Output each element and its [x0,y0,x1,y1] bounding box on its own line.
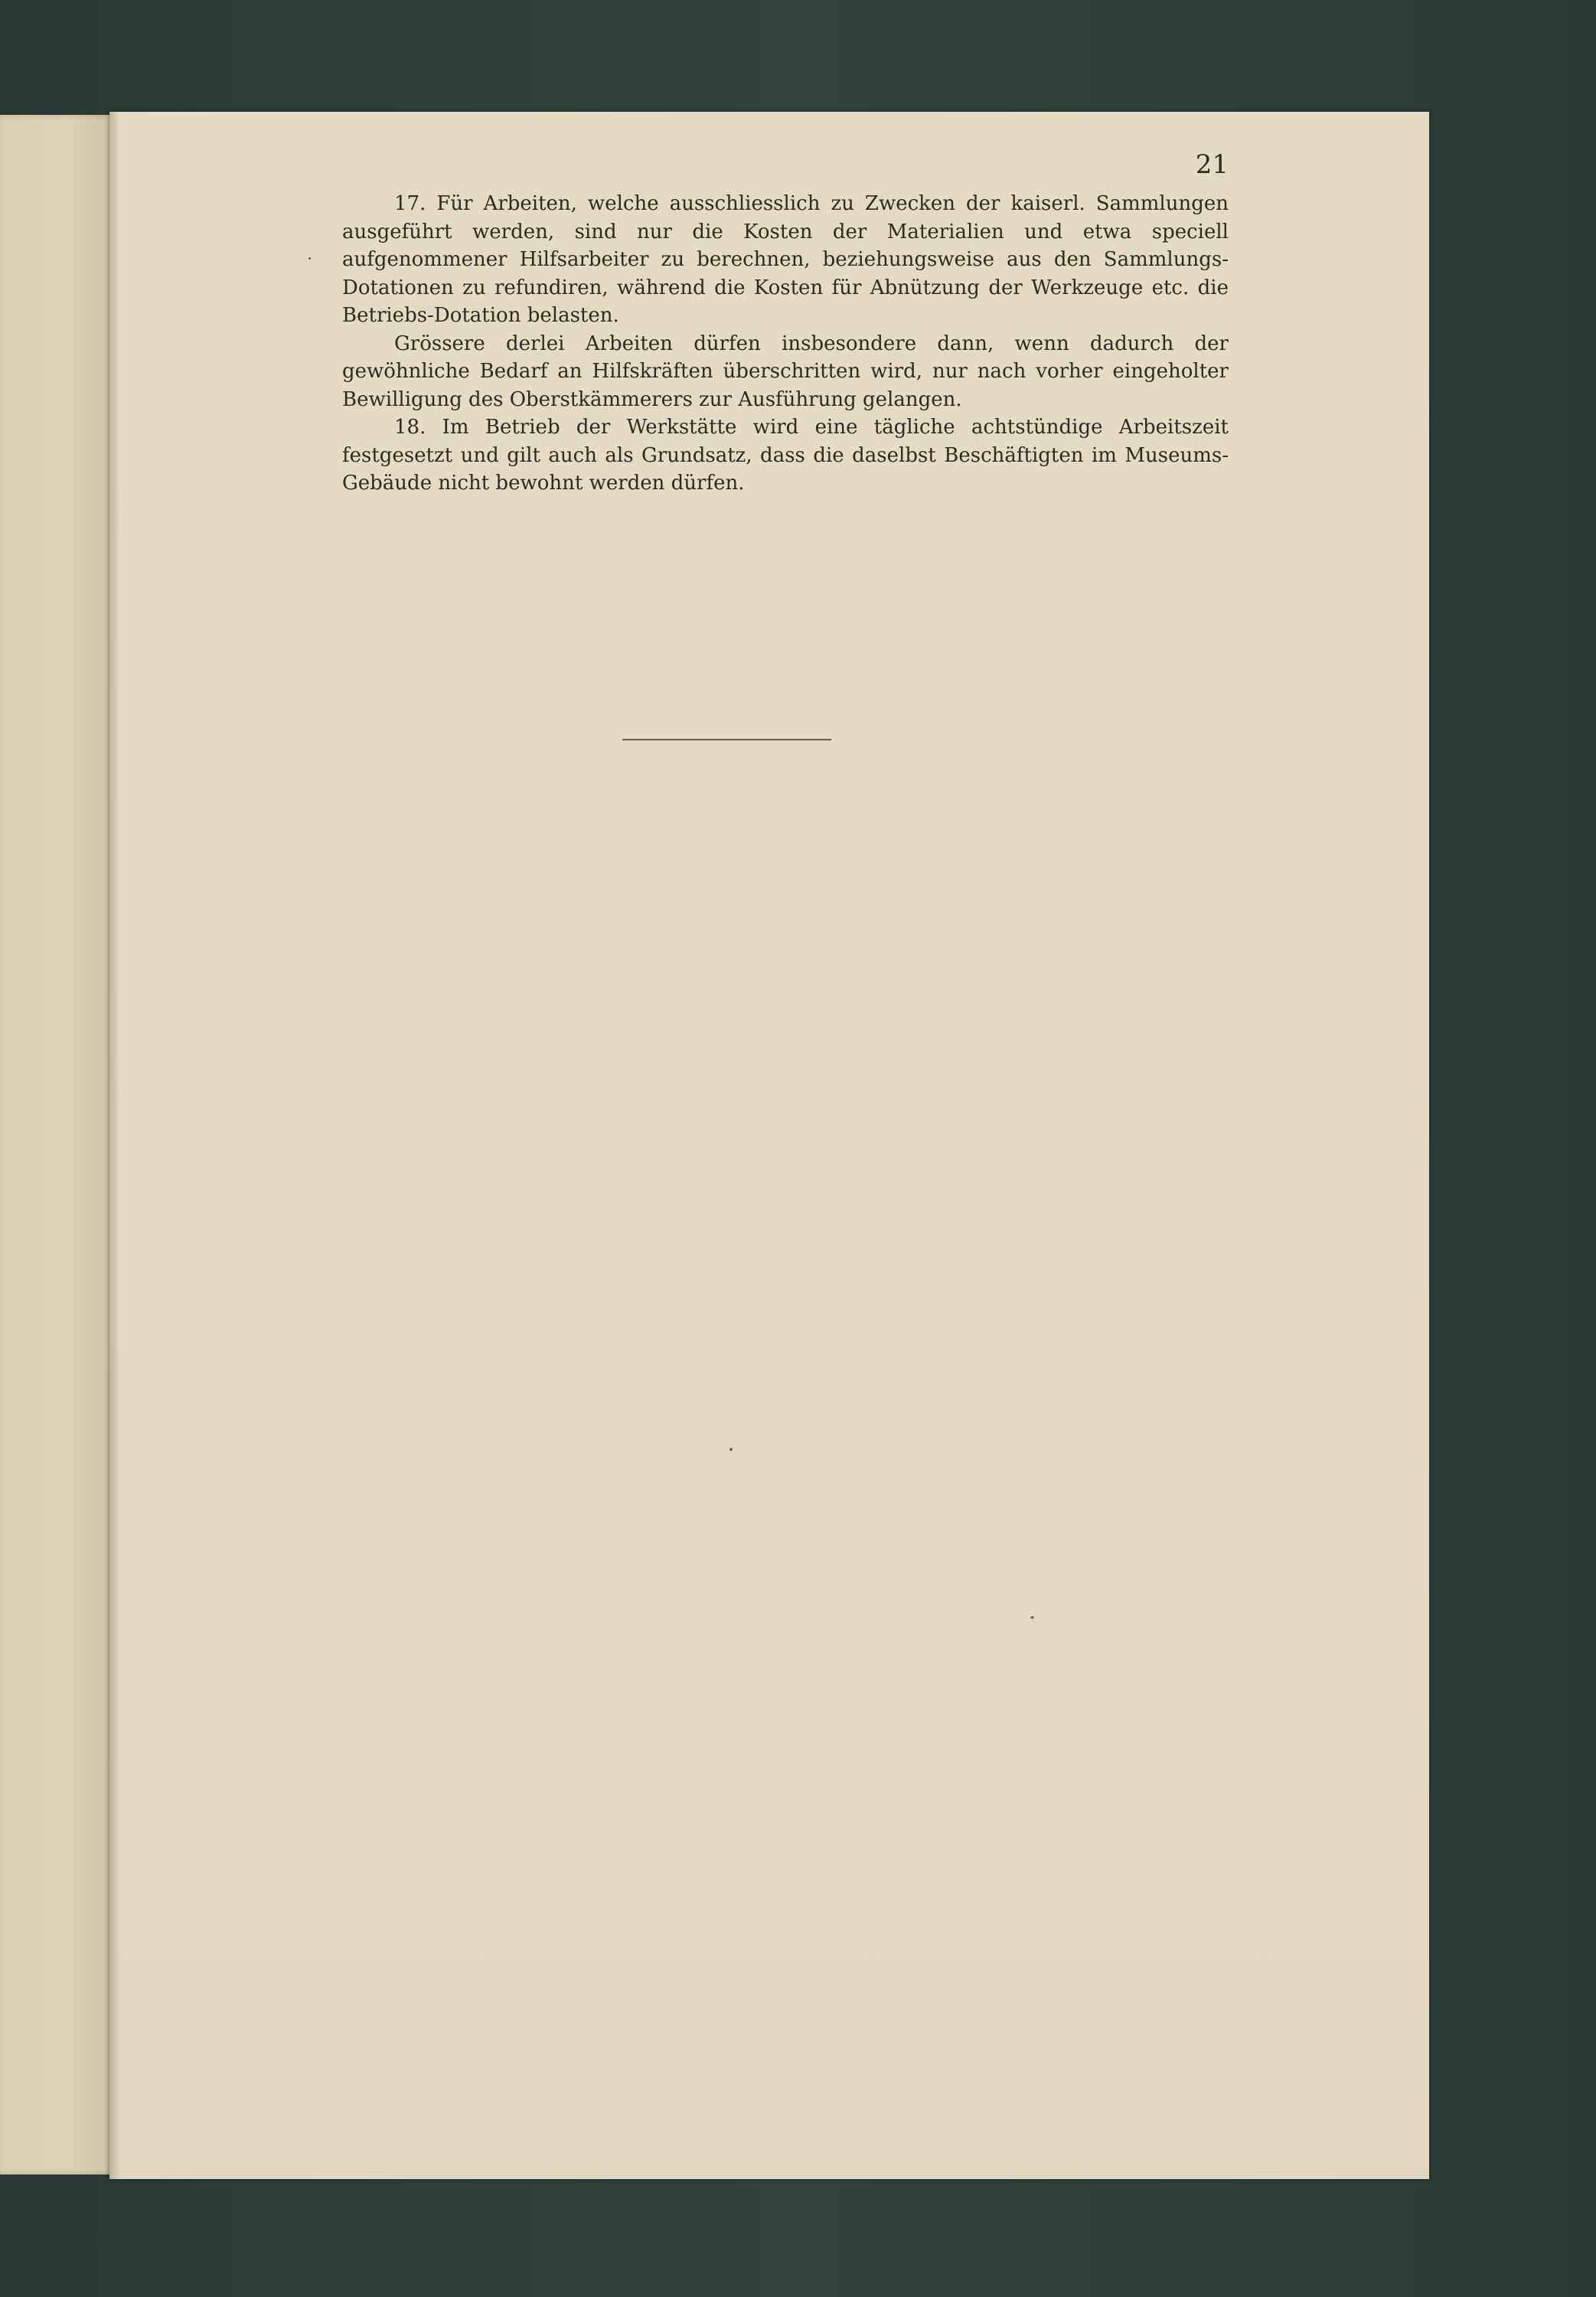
paper-speck [1030,1616,1034,1619]
paper-speck [729,1448,733,1451]
left-page-edge [0,115,115,2174]
paper-speck [308,257,311,260]
paragraph-17-continued: Grössere derlei Arbeiten dürfen insbesondere dann, wenn dadurch der gewöhnliche Bedarf an Hilfskräften überschritten wird, nur nach vorher eingeholter Bewilligung des Oberstkämmerers zur Ausführung gelangen. [342,332,1229,411]
gutter-shadow [109,112,120,2179]
paragraph-18: 18. Im Betrieb der Werkstätte wird eine tägliche achtstündige Arbeitszeit festgesetzt und gilt auch als Grundsatz, dass die daselbst Beschäftigten im Museums-Gebäude nicht bewohnt werden dürfen. [342,416,1229,495]
body-text [342,190,1229,498]
section-divider [622,739,831,740]
page-number: 21 [1195,149,1229,180]
paragraph-17: 17. Für Arbeiten, welche ausschliesslich zu Zwecken der kaiserl. Sammlungen ausgeführt werden, sind nur die Kosten der Materialien und etwa speciell aufgenommener Hilfsarbeiter zu berechnen, beziehungsweise aus den Sammlungs-Dotationen zu refundiren, während die Kosten für Abnützung der Werkzeuge etc. die Betriebs-Dotation belasten. [342,192,1229,327]
